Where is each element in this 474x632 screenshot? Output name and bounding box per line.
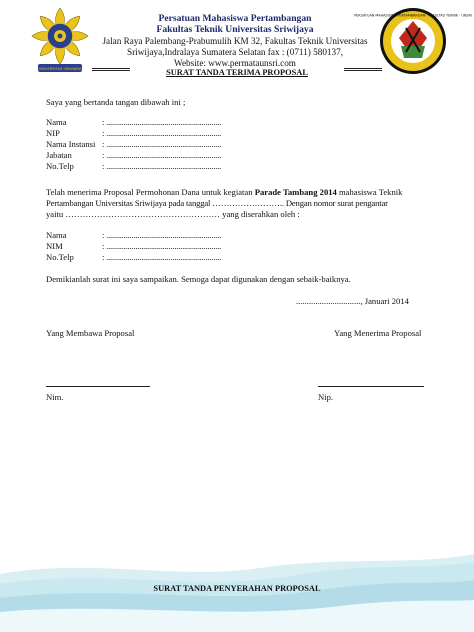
field-dots: : ........................................................... xyxy=(102,139,222,149)
organization-name: Persatuan Mahasiswa Pertambangan xyxy=(158,13,312,24)
field-dots: : ........................................................... xyxy=(102,150,222,160)
field-label: NIP xyxy=(46,128,60,138)
receiver-signature-line xyxy=(318,386,424,387)
field-dots: : ........................................................... xyxy=(102,230,222,240)
receiver-label: Yang Menerima Proposal xyxy=(334,328,422,338)
field-label: Nama xyxy=(46,117,67,127)
faculty-name: Fakultas Teknik Universitas Sriwijaya xyxy=(156,24,314,35)
paragraph-text: Telah menerima Proposal Permohonan Dana untuk kegiatan xyxy=(46,187,253,197)
document-title: SURAT TANDA TERIMA PROPOSAL xyxy=(130,68,344,78)
field-dots: : ........................................................... xyxy=(102,252,222,262)
field-label: No.Telp xyxy=(46,252,74,262)
field-dots: : ........................................................... xyxy=(102,161,222,171)
giver-id-label: Nim. xyxy=(46,392,64,402)
event-name: Parade Tambang 2014 xyxy=(254,187,337,197)
paragraph-line-3: yaitu ……………………………………………… yang diserahkan oleh : xyxy=(46,209,300,219)
university-logo xyxy=(28,6,92,74)
field-label: NIM xyxy=(46,241,63,251)
date-line: .............................., Januari 2014 xyxy=(296,296,409,306)
website-line: Website: www.permataunsri.com xyxy=(174,58,296,68)
intro-text: Saya yang bertanda tangan dibawah ini ; xyxy=(46,97,186,107)
field-dots: : ........................................................... xyxy=(102,117,222,127)
association-logo-text: PERSATUAN MAHASISWA PERTAMBANGAN · FAKULTAS TEKNIK · UNSRI xyxy=(354,13,472,18)
footer-title: SURAT TANDA PENYERAHAN PROPOSAL xyxy=(153,584,321,593)
field-label: Nama Instansi xyxy=(46,139,96,149)
field-label: Nama xyxy=(46,230,67,240)
giver-label: Yang Membawa Proposal xyxy=(46,328,135,338)
university-logo-text: UNIVERSITAS SRIWIJAYA xyxy=(38,67,82,71)
receiver-id-label: Nip. xyxy=(318,392,334,402)
field-label: No.Telp xyxy=(46,161,74,171)
closing-text: Demikianlah surat ini saya sampaikan. Semoga dapat digunakan dengan sebaik-baiknya. xyxy=(46,274,351,284)
paragraph-line-1 xyxy=(46,187,402,197)
association-logo xyxy=(354,6,472,76)
address-line-2: Sriwijaya,Indralaya Sumatera Selatan fax : (0711) 580137, xyxy=(126,47,343,57)
giver-signature-line xyxy=(46,386,150,387)
paragraph-text: mahasiswa Teknik xyxy=(339,187,403,197)
field-dots: : ........................................................... xyxy=(102,128,222,138)
paragraph-line-2: Pertambangan Universitas Sriwijaya pada tanggal …………………….. Dengan nomor surat pengantar xyxy=(46,198,388,208)
address-line-1: Jalan Raya Palembang-Prabumulih KM 32, Fakultas Teknik Universitas xyxy=(102,36,368,46)
field-label: Jabatan xyxy=(46,150,72,160)
field-dots: : ........................................................... xyxy=(102,241,222,251)
